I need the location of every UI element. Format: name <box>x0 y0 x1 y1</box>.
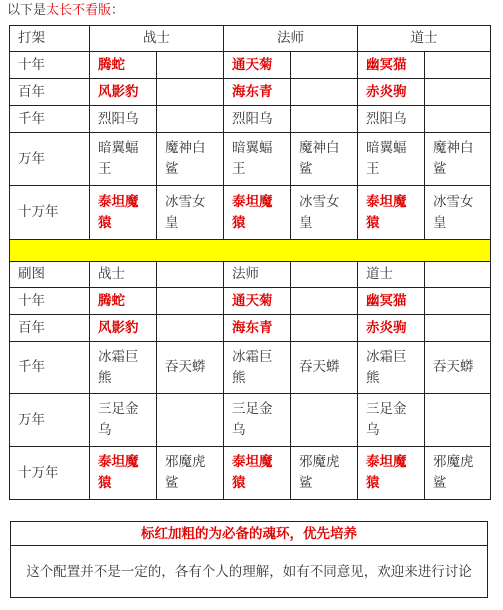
ring-cell <box>425 106 491 133</box>
ring-cell <box>291 394 358 447</box>
ring-cell: 泰坦魔 猿 <box>224 186 291 240</box>
ring-cell: 冰霜巨 熊 <box>358 342 425 394</box>
ring-cell: 烈阳乌 <box>358 106 425 133</box>
ring-cell <box>157 52 224 79</box>
ring-cell: 海东青 <box>224 315 291 342</box>
ring-cell: 风影豹 <box>90 315 157 342</box>
ring-cell: 泰坦魔 猿 <box>90 447 157 500</box>
ring-cell: 魔神白 鲨 <box>425 133 491 186</box>
ring-cell <box>157 79 224 106</box>
ring-cell: 冰霜巨 熊 <box>90 342 157 394</box>
ring-cell: 泰坦魔 猿 <box>224 447 291 500</box>
ring-cell: 冰霜巨 熊 <box>224 342 291 394</box>
ring-cell: 通天菊 <box>224 52 291 79</box>
ring-cell: 邪魔虎 鲨 <box>425 447 491 500</box>
ring-cell: 幽冥猫 <box>358 52 425 79</box>
farm-header-row <box>10 262 491 288</box>
ring-cell: 吞天蟒 <box>157 342 224 394</box>
ring-cell: 风影豹 <box>90 79 157 106</box>
ring-cell: 暗翼蝠 王 <box>224 133 291 186</box>
ring-cell: 泰坦魔 猿 <box>358 186 425 240</box>
ring-cell: 烈阳乌 <box>90 106 157 133</box>
ring-cell <box>291 79 358 106</box>
intro-highlight: 太长不看版 <box>46 3 112 18</box>
table-row <box>10 106 491 133</box>
separator-bar <box>10 240 491 262</box>
tier-label: 万年 <box>10 133 90 186</box>
ring-cell: 暗翼蝠 王 <box>90 133 157 186</box>
ring-cell: 魔神白 鲨 <box>291 133 358 186</box>
ring-cell: 冰雪女 皇 <box>291 186 358 240</box>
table-row <box>10 342 491 394</box>
tier-label: 十年 <box>10 288 90 315</box>
tier-label: 百年 <box>10 315 90 342</box>
fight-header-row <box>10 26 491 52</box>
tier-label: 十万年 <box>10 447 90 500</box>
ring-cell <box>425 288 491 315</box>
ring-cell: 吞天蟒 <box>425 342 491 394</box>
table-row <box>10 79 491 106</box>
fight-class-mage: 法师 <box>224 26 358 52</box>
ring-cell <box>157 288 224 315</box>
farm-corner-label: 刷图 <box>10 262 90 288</box>
intro-prefix: 以下是 <box>7 3 47 18</box>
ring-cell <box>425 394 491 447</box>
ring-cell <box>291 288 358 315</box>
fight-class-warrior: 战士 <box>90 26 224 52</box>
ring-cell <box>425 79 491 106</box>
ring-cell: 腾蛇 <box>90 288 157 315</box>
ring-cell <box>291 262 358 288</box>
tier-label: 十万年 <box>10 186 90 240</box>
ring-cell <box>157 315 224 342</box>
ring-cell: 三足金 乌 <box>90 394 157 447</box>
farm-class-taoist: 道士 <box>358 262 425 288</box>
table-row <box>10 52 491 79</box>
ring-cell: 幽冥猫 <box>358 288 425 315</box>
table-row <box>10 288 491 315</box>
ring-cell <box>157 394 224 447</box>
ring-cell: 吞天蟒 <box>291 342 358 394</box>
ring-cell <box>157 106 224 133</box>
ring-cell: 邪魔虎 鲨 <box>157 447 224 500</box>
ring-cell <box>291 315 358 342</box>
ring-cell: 冰雪女 皇 <box>425 186 491 240</box>
table-row <box>10 447 491 500</box>
ring-cell: 魔神白 鲨 <box>157 133 224 186</box>
intro-line <box>7 3 124 19</box>
fight-class-taoist: 道士 <box>358 26 491 52</box>
note-title: 标红加粗的为必备的魂环，优先培养 <box>11 522 488 546</box>
ring-cell: 邪魔虎 鲨 <box>291 447 358 500</box>
ring-cell: 赤炎驹 <box>358 79 425 106</box>
farm-class-mage: 法师 <box>224 262 291 288</box>
ring-cell: 通天菊 <box>224 288 291 315</box>
fight-corner-label: 打架 <box>10 26 90 52</box>
tier-label: 千年 <box>10 106 90 133</box>
section-separator <box>10 240 491 262</box>
ring-cell: 泰坦魔 猿 <box>90 186 157 240</box>
ring-cell <box>157 262 224 288</box>
table-row <box>10 394 491 447</box>
ring-cell <box>425 52 491 79</box>
table-row <box>10 315 491 342</box>
ring-cell: 三足金 乌 <box>358 394 425 447</box>
farm-class-warrior: 战士 <box>90 262 157 288</box>
ring-cell: 暗翼蝠 王 <box>358 133 425 186</box>
tier-label: 千年 <box>10 342 90 394</box>
ring-cell <box>425 262 491 288</box>
ring-cell: 腾蛇 <box>90 52 157 79</box>
ring-cell: 赤炎驹 <box>358 315 425 342</box>
ring-cell <box>291 106 358 133</box>
ring-cell: 烈阳乌 <box>224 106 291 133</box>
ring-cell <box>425 315 491 342</box>
note-body: 这个配置并不是一定的，各有个人的理解，如有不同意见，欢迎来进行讨论 <box>11 546 488 598</box>
soul-ring-table <box>9 25 491 500</box>
ring-cell: 海东青 <box>224 79 291 106</box>
ring-cell: 泰坦魔 猿 <box>358 447 425 500</box>
tier-label: 十年 <box>10 52 90 79</box>
ring-cell: 三足金 乌 <box>224 394 291 447</box>
tier-label: 百年 <box>10 79 90 106</box>
tier-label: 万年 <box>10 394 90 447</box>
table-row <box>10 186 491 240</box>
table-row <box>10 133 491 186</box>
ring-cell: 冰雪女 皇 <box>157 186 224 240</box>
ring-cell <box>291 52 358 79</box>
intro-suffix: ： <box>111 3 125 18</box>
note-box <box>10 521 488 598</box>
